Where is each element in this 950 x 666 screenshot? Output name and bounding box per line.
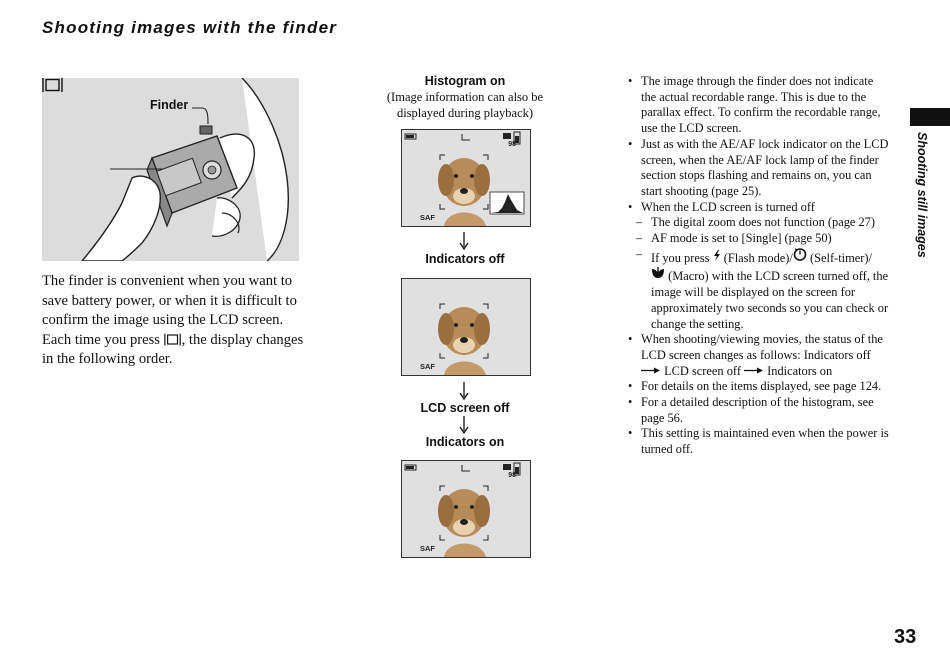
arrow-right-icon — [744, 367, 764, 374]
list-item: • When shooting/viewing movies, the status of the LCD screen changes as follows: Indicators off LCD screen off Indicators on — [628, 332, 883, 378]
list-item: • For a detailed description of the histogram, see page 56. — [628, 395, 874, 425]
lcd-screen-indicators-off — [401, 278, 531, 376]
sub-list-item: – If you press (Flash mode)/ (Self-timer)/ (Macro) with the LCD screen turned off, the image will be displayed on the screen for approximately two seconds so you can check or change the setting. — [636, 246, 889, 331]
sub-list-item: – The digital zoom does not function (page 27) — [636, 215, 876, 230]
saf-indicator: SAF — [420, 213, 435, 222]
remaining-shots: 98 — [508, 472, 516, 479]
arrow-down-icon — [459, 382, 469, 400]
notes-list — [628, 74, 890, 458]
section-side-label: Shooting still images — [915, 132, 929, 258]
lcd-screen-indicators-on — [401, 460, 531, 558]
intro-paragraph: The finder is convenient when you want to save battery power, or when it is difficult to confirm the image using the LCD screen. Each time you press , the display changes in the following order. — [42, 273, 304, 367]
arrow-down-icon — [459, 416, 469, 434]
camera-finder-illustration — [42, 78, 299, 261]
step-histogram-on-title: Histogram on — [424, 74, 506, 88]
saf-indicator: SAF — [420, 544, 435, 553]
list-item: • This setting is maintained even when the power is turned off. — [628, 426, 889, 457]
step-indicators-on-title: Indicators on — [425, 435, 505, 449]
finder-label: Finder — [150, 98, 189, 112]
flash-icon — [713, 250, 721, 261]
self-timer-icon — [793, 247, 807, 261]
section-tab-marker — [910, 108, 950, 126]
saf-indicator: SAF — [420, 362, 435, 371]
display-button-icon — [164, 333, 182, 346]
arrow-right-icon — [641, 367, 661, 374]
step-indicators-off-title: Indicators off — [425, 252, 505, 266]
display-button-icon — [42, 78, 64, 92]
page-title: Shooting images with the finder — [42, 18, 338, 37]
list-item: • For details on the items displayed, see page 124. — [628, 379, 882, 394]
page-number: 33 — [894, 626, 917, 648]
sub-list-item: – AF mode is set to [Single] (page 50) — [636, 231, 832, 246]
list-item: • Just as with the AE/AF lock indicator on the LCD screen, when the AE/AF lock lamp of the finder section stops flashing and remains on, you can start shooting (page 25). — [628, 136, 889, 198]
list-item: • When the LCD screen is turned off — [628, 199, 815, 214]
step-lcd-screen-off-title: LCD screen off — [420, 401, 510, 415]
lcd-screen-histogram-on — [401, 129, 531, 227]
remaining-shots: 98 — [508, 141, 516, 148]
step-histogram-on-note: (Image information can also be displayed during playback) — [386, 90, 544, 120]
arrow-down-icon — [459, 232, 469, 250]
macro-icon — [651, 266, 665, 279]
list-item: • The image through the finder does not indicate the actual recordable range. This is due to the parallax effect. To confirm the recordable range, use the LCD screen. — [628, 74, 881, 136]
